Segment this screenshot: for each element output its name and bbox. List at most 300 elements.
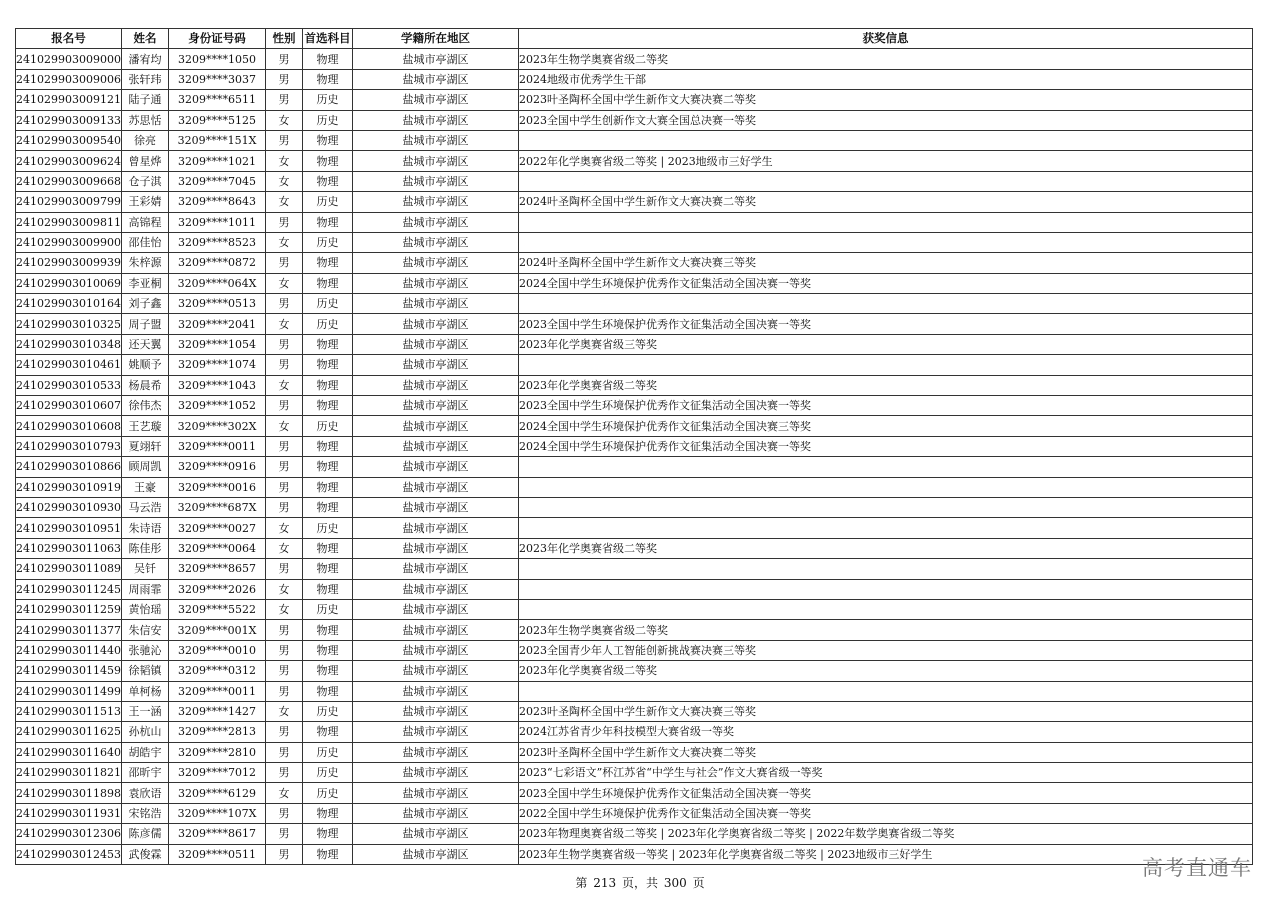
- registration-no-cell: 241029903009900: [16, 232, 122, 252]
- subject-cell: 历史: [303, 314, 353, 334]
- region-cell: 盐城市亭湖区: [353, 171, 519, 191]
- subject-cell: 物理: [303, 273, 353, 293]
- student-name-cell: 周雨霏: [122, 579, 169, 599]
- col-header-registration-no: 报名号: [16, 29, 122, 49]
- student-name-cell: 徐亮: [122, 130, 169, 150]
- region-cell: 盐城市亭湖区: [353, 701, 519, 721]
- registration-no-cell: 241029903011499: [16, 681, 122, 701]
- student-name-cell: 武俊霖: [122, 844, 169, 864]
- awards-cell: 2024叶圣陶杯全国中学生新作文大赛决赛三等奖: [519, 253, 1253, 273]
- region-cell: 盐城市亭湖区: [353, 803, 519, 823]
- id-number-cell: 3209****1050: [169, 49, 266, 69]
- table-row: [16, 559, 1253, 579]
- gender-cell: 女: [266, 314, 303, 334]
- awards-cell: [519, 599, 1253, 619]
- subject-cell: 物理: [303, 844, 353, 864]
- awards-cell: 2023全国中学生环境保护优秀作文征集活动全国决赛一等奖: [519, 396, 1253, 416]
- subject-cell: 物理: [303, 457, 353, 477]
- awards-cell: 2024江苏省青少年科技模型大赛省级一等奖: [519, 722, 1253, 742]
- region-cell: 盐城市亭湖区: [353, 538, 519, 558]
- region-cell: 盐城市亭湖区: [353, 722, 519, 742]
- table-row: [16, 212, 1253, 232]
- awards-cell: 2022年化学奥赛省级二等奖 | 2023地级市三好学生: [519, 151, 1253, 171]
- gender-cell: 女: [266, 599, 303, 619]
- id-number-cell: 3209****0513: [169, 294, 266, 314]
- id-number-cell: 3209****064X: [169, 273, 266, 293]
- student-name-cell: 张驰沁: [122, 640, 169, 660]
- table-row: [16, 844, 1253, 864]
- awards-cell: 2023叶圣陶杯全国中学生新作文大赛决赛三等奖: [519, 701, 1253, 721]
- registration-no-cell: 241029903011245: [16, 579, 122, 599]
- subject-cell: 历史: [303, 783, 353, 803]
- id-number-cell: 3209****8617: [169, 824, 266, 844]
- registration-no-cell: 241029903011259: [16, 599, 122, 619]
- table-row: [16, 681, 1253, 701]
- gender-cell: 男: [266, 803, 303, 823]
- student-name-cell: 王艺璇: [122, 416, 169, 436]
- col-header-gender: 性别: [266, 29, 303, 49]
- registration-no-cell: 241029903009799: [16, 192, 122, 212]
- awards-cell: 2023全国青少年人工智能创新挑战赛决赛三等奖: [519, 640, 1253, 660]
- registration-no-cell: 241029903009668: [16, 171, 122, 191]
- student-name-cell: 孙杭山: [122, 722, 169, 742]
- awards-cell: [519, 212, 1253, 232]
- col-header-id-number: 身份证号码: [169, 29, 266, 49]
- awards-cell: 2023全国中学生环境保护优秀作文征集活动全国决赛一等奖: [519, 314, 1253, 334]
- subject-cell: 历史: [303, 232, 353, 252]
- subject-cell: 历史: [303, 90, 353, 110]
- table-row: [16, 803, 1253, 823]
- id-number-cell: 3209****7045: [169, 171, 266, 191]
- student-name-cell: 杨晨希: [122, 375, 169, 395]
- gender-cell: 女: [266, 518, 303, 538]
- id-number-cell: 3209****0027: [169, 518, 266, 538]
- watermark: 高考直通车: [1142, 856, 1252, 880]
- gender-cell: 女: [266, 232, 303, 252]
- registration-no-cell: 241029903011377: [16, 620, 122, 640]
- gender-cell: 男: [266, 681, 303, 701]
- registration-no-cell: 241029903009006: [16, 69, 122, 89]
- id-number-cell: 3209****0916: [169, 457, 266, 477]
- gender-cell: 男: [266, 396, 303, 416]
- registration-no-cell: 241029903010069: [16, 273, 122, 293]
- table-row: [16, 497, 1253, 517]
- id-number-cell: 3209****0011: [169, 436, 266, 456]
- subject-cell: 历史: [303, 294, 353, 314]
- gender-cell: 男: [266, 436, 303, 456]
- student-name-cell: 李亚桐: [122, 273, 169, 293]
- student-name-cell: 邵佳怡: [122, 232, 169, 252]
- awards-cell: 2023年生物学奥赛省级一等奖 | 2023年化学奥赛省级二等奖 | 2023地级市三好学生: [519, 844, 1253, 864]
- id-number-cell: 3209****0010: [169, 640, 266, 660]
- id-number-cell: 3209****1052: [169, 396, 266, 416]
- region-cell: 盐城市亭湖区: [353, 273, 519, 293]
- registration-no-cell: 241029903010607: [16, 396, 122, 416]
- table-row: [16, 518, 1253, 538]
- subject-cell: 历史: [303, 599, 353, 619]
- table-row: [16, 416, 1253, 436]
- awards-cell: [519, 355, 1253, 375]
- registration-no-cell: 241029903010533: [16, 375, 122, 395]
- subject-cell: 物理: [303, 477, 353, 497]
- page-footer: [0, 874, 1280, 891]
- student-name-cell: 徐韬镇: [122, 661, 169, 681]
- region-cell: 盐城市亭湖区: [353, 253, 519, 273]
- gender-cell: 女: [266, 783, 303, 803]
- awards-cell: [519, 232, 1253, 252]
- table-row: [16, 375, 1253, 395]
- id-number-cell: 3209****8657: [169, 559, 266, 579]
- subject-cell: 历史: [303, 518, 353, 538]
- id-number-cell: 3209****2813: [169, 722, 266, 742]
- gender-cell: 男: [266, 457, 303, 477]
- awards-cell: 2023年生物学奥赛省级二等奖: [519, 49, 1253, 69]
- region-cell: 盐城市亭湖区: [353, 783, 519, 803]
- subject-cell: 物理: [303, 253, 353, 273]
- id-number-cell: 3209****8523: [169, 232, 266, 252]
- subject-cell: 物理: [303, 130, 353, 150]
- subject-cell: 物理: [303, 640, 353, 660]
- region-cell: 盐城市亭湖区: [353, 497, 519, 517]
- gender-cell: 女: [266, 273, 303, 293]
- region-cell: 盐城市亭湖区: [353, 151, 519, 171]
- student-name-cell: 朱诗语: [122, 518, 169, 538]
- gender-cell: 女: [266, 151, 303, 171]
- subject-cell: 物理: [303, 538, 353, 558]
- student-name-cell: 高锦程: [122, 212, 169, 232]
- table-row: [16, 722, 1253, 742]
- region-cell: 盐城市亭湖区: [353, 110, 519, 130]
- region-cell: 盐城市亭湖区: [353, 661, 519, 681]
- table-row: [16, 396, 1253, 416]
- region-cell: 盐城市亭湖区: [353, 375, 519, 395]
- awards-cell: 2023年化学奥赛省级二等奖: [519, 661, 1253, 681]
- region-cell: 盐城市亭湖区: [353, 844, 519, 864]
- subject-cell: 物理: [303, 803, 353, 823]
- table-row: [16, 49, 1253, 69]
- table-row: [16, 620, 1253, 640]
- region-cell: 盐城市亭湖区: [353, 334, 519, 354]
- student-name-cell: 袁欣语: [122, 783, 169, 803]
- table-row: [16, 599, 1253, 619]
- awards-cell: 2023年生物学奥赛省级二等奖: [519, 620, 1253, 640]
- table-row: [16, 640, 1253, 660]
- col-header-name: 姓名: [122, 29, 169, 49]
- student-name-cell: 朱梓源: [122, 253, 169, 273]
- subject-cell: 历史: [303, 701, 353, 721]
- table-row: [16, 232, 1253, 252]
- subject-cell: 历史: [303, 763, 353, 783]
- student-name-cell: 吴钎: [122, 559, 169, 579]
- registration-no-cell: 241029903012453: [16, 844, 122, 864]
- student-name-cell: 朱信安: [122, 620, 169, 640]
- subject-cell: 物理: [303, 69, 353, 89]
- id-number-cell: 3209****5125: [169, 110, 266, 130]
- id-number-cell: 3209****6511: [169, 90, 266, 110]
- region-cell: 盐城市亭湖区: [353, 212, 519, 232]
- registration-no-cell: 241029903009939: [16, 253, 122, 273]
- gender-cell: 男: [266, 559, 303, 579]
- id-number-cell: 3209****0312: [169, 661, 266, 681]
- subject-cell: 物理: [303, 661, 353, 681]
- table-row: [16, 661, 1253, 681]
- region-cell: 盐城市亭湖区: [353, 232, 519, 252]
- gender-cell: 男: [266, 69, 303, 89]
- id-number-cell: 3209****6129: [169, 783, 266, 803]
- total-page-number: 300: [663, 876, 687, 890]
- awards-cell: [519, 294, 1253, 314]
- col-header-region: 学籍所在地区: [353, 29, 519, 49]
- id-number-cell: 3209****2026: [169, 579, 266, 599]
- region-cell: 盐城市亭湖区: [353, 824, 519, 844]
- region-cell: 盐城市亭湖区: [353, 49, 519, 69]
- student-name-cell: 张轩玮: [122, 69, 169, 89]
- id-number-cell: 3209****1054: [169, 334, 266, 354]
- subject-cell: 物理: [303, 579, 353, 599]
- gender-cell: 女: [266, 579, 303, 599]
- subject-cell: 物理: [303, 375, 353, 395]
- region-cell: 盐城市亭湖区: [353, 599, 519, 619]
- registration-no-cell: 241029903010164: [16, 294, 122, 314]
- col-header-subject: 首选科目: [303, 29, 353, 49]
- registration-no-cell: 241029903012306: [16, 824, 122, 844]
- table-row: [16, 783, 1253, 803]
- awards-cell: 2024地级市优秀学生干部: [519, 69, 1253, 89]
- subject-cell: 物理: [303, 722, 353, 742]
- region-cell: 盐城市亭湖区: [353, 130, 519, 150]
- awards-cell: 2023全国中学生环境保护优秀作文征集活动全国决赛一等奖: [519, 783, 1253, 803]
- gender-cell: 女: [266, 110, 303, 130]
- table-row: [16, 294, 1253, 314]
- gender-cell: 女: [266, 375, 303, 395]
- region-cell: 盐城市亭湖区: [353, 436, 519, 456]
- registration-no-cell: 241029903009121: [16, 90, 122, 110]
- student-name-cell: 王彩婧: [122, 192, 169, 212]
- awards-cell: [519, 518, 1253, 538]
- subject-cell: 历史: [303, 192, 353, 212]
- table-row: [16, 192, 1253, 212]
- id-number-cell: 3209****1427: [169, 701, 266, 721]
- registration-no-cell: 241029903010919: [16, 477, 122, 497]
- registration-no-cell: 241029903011898: [16, 783, 122, 803]
- student-name-cell: 周子盟: [122, 314, 169, 334]
- subject-cell: 物理: [303, 355, 353, 375]
- table-row: [16, 457, 1253, 477]
- registration-no-cell: 241029903010866: [16, 457, 122, 477]
- region-cell: 盐城市亭湖区: [353, 355, 519, 375]
- awards-cell: 2022全国中学生环境保护优秀作文征集活动全国决赛一等奖: [519, 803, 1253, 823]
- region-cell: 盐城市亭湖区: [353, 477, 519, 497]
- subject-cell: 物理: [303, 171, 353, 191]
- registration-no-cell: 241029903009133: [16, 110, 122, 130]
- id-number-cell: 3209****0011: [169, 681, 266, 701]
- header-row: [16, 29, 1253, 49]
- id-number-cell: 3209****0872: [169, 253, 266, 273]
- region-cell: 盐城市亭湖区: [353, 294, 519, 314]
- subject-cell: 物理: [303, 436, 353, 456]
- gender-cell: 女: [266, 416, 303, 436]
- region-cell: 盐城市亭湖区: [353, 518, 519, 538]
- awards-cell: 2023叶圣陶杯全国中学生新作文大赛决赛二等奖: [519, 90, 1253, 110]
- id-number-cell: 3209****107X: [169, 803, 266, 823]
- region-cell: 盐城市亭湖区: [353, 90, 519, 110]
- region-cell: 盐城市亭湖区: [353, 579, 519, 599]
- region-cell: 盐城市亭湖区: [353, 314, 519, 334]
- registration-no-cell: 241029903011459: [16, 661, 122, 681]
- awards-cell: [519, 497, 1253, 517]
- table-row: [16, 824, 1253, 844]
- registration-no-cell: 241029903009540: [16, 130, 122, 150]
- subject-cell: 物理: [303, 681, 353, 701]
- student-name-cell: 还天翼: [122, 334, 169, 354]
- subject-cell: 历史: [303, 416, 353, 436]
- region-cell: 盐城市亭湖区: [353, 742, 519, 762]
- registration-no-cell: 241029903011640: [16, 742, 122, 762]
- gender-cell: 男: [266, 253, 303, 273]
- student-name-cell: 黄怡瑶: [122, 599, 169, 619]
- subject-cell: 历史: [303, 742, 353, 762]
- gender-cell: 男: [266, 334, 303, 354]
- awards-cell: 2024全国中学生环境保护优秀作文征集活动全国决赛一等奖: [519, 273, 1253, 293]
- awards-cell: 2023全国中学生创新作文大赛全国总决赛一等奖: [519, 110, 1253, 130]
- registration-no-cell: 241029903009624: [16, 151, 122, 171]
- region-cell: 盐城市亭湖区: [353, 69, 519, 89]
- student-name-cell: 陈彦儒: [122, 824, 169, 844]
- awards-cell: [519, 559, 1253, 579]
- id-number-cell: 3209****2041: [169, 314, 266, 334]
- id-number-cell: 3209****1043: [169, 375, 266, 395]
- id-number-cell: 3209****0064: [169, 538, 266, 558]
- registration-no-cell: 241029903011931: [16, 803, 122, 823]
- awards-cell: [519, 579, 1253, 599]
- id-number-cell: 3209****1021: [169, 151, 266, 171]
- gender-cell: 男: [266, 620, 303, 640]
- registration-no-cell: 241029903010325: [16, 314, 122, 334]
- id-number-cell: 3209****1074: [169, 355, 266, 375]
- gender-cell: 女: [266, 701, 303, 721]
- region-cell: 盐城市亭湖区: [353, 681, 519, 701]
- footer-suffix: 页: [692, 876, 705, 890]
- gender-cell: 男: [266, 130, 303, 150]
- gender-cell: 男: [266, 49, 303, 69]
- student-name-cell: 曾星烨: [122, 151, 169, 171]
- gender-cell: 男: [266, 722, 303, 742]
- table-row: [16, 436, 1253, 456]
- registration-no-cell: 241029903011063: [16, 538, 122, 558]
- footer-mid: 页，共: [621, 876, 658, 890]
- subject-cell: 物理: [303, 396, 353, 416]
- gender-cell: 男: [266, 763, 303, 783]
- subject-cell: 物理: [303, 334, 353, 354]
- registration-no-cell: 241029903010348: [16, 334, 122, 354]
- awards-cell: [519, 171, 1253, 191]
- gender-cell: 男: [266, 844, 303, 864]
- id-number-cell: 3209****7012: [169, 763, 266, 783]
- registration-no-cell: 241029903009811: [16, 212, 122, 232]
- student-name-cell: 夏翊轩: [122, 436, 169, 456]
- region-cell: 盐城市亭湖区: [353, 559, 519, 579]
- region-cell: 盐城市亭湖区: [353, 457, 519, 477]
- gender-cell: 男: [266, 294, 303, 314]
- id-number-cell: 3209****001X: [169, 620, 266, 640]
- table-row: [16, 273, 1253, 293]
- subject-cell: 物理: [303, 49, 353, 69]
- student-name-cell: 马云浩: [122, 497, 169, 517]
- subject-cell: 物理: [303, 497, 353, 517]
- region-cell: 盐城市亭湖区: [353, 620, 519, 640]
- gender-cell: 男: [266, 661, 303, 681]
- awards-cell: 2023年化学奥赛省级二等奖: [519, 375, 1253, 395]
- table-row: [16, 253, 1253, 273]
- table-row: [16, 742, 1253, 762]
- student-name-cell: 刘子鑫: [122, 294, 169, 314]
- student-name-cell: 胡皓宇: [122, 742, 169, 762]
- table-row: [16, 579, 1253, 599]
- awards-cell: [519, 477, 1253, 497]
- registration-no-cell: 241029903010951: [16, 518, 122, 538]
- student-name-cell: 苏思恬: [122, 110, 169, 130]
- awards-cell: 2024全国中学生环境保护优秀作文征集活动全国决赛一等奖: [519, 436, 1253, 456]
- gender-cell: 男: [266, 742, 303, 762]
- subject-cell: 物理: [303, 151, 353, 171]
- awards-cell: 2023“七彩语文”杯江苏省“中学生与社会”作文大赛省级一等奖: [519, 763, 1253, 783]
- student-name-cell: 顾周凯: [122, 457, 169, 477]
- gender-cell: 男: [266, 497, 303, 517]
- region-cell: 盐城市亭湖区: [353, 763, 519, 783]
- awards-cell: 2023年物理奥赛省级二等奖 | 2023年化学奥赛省级二等奖 | 2022年数学奥赛省级二等奖: [519, 824, 1253, 844]
- table-row: [16, 334, 1253, 354]
- gender-cell: 男: [266, 640, 303, 660]
- id-number-cell: 3209****1011: [169, 212, 266, 232]
- registration-no-cell: 241029903011513: [16, 701, 122, 721]
- registration-no-cell: 241029903011089: [16, 559, 122, 579]
- subject-cell: 历史: [303, 110, 353, 130]
- gender-cell: 女: [266, 538, 303, 558]
- table-row: [16, 151, 1253, 171]
- table-row: [16, 130, 1253, 150]
- registration-no-cell: 241029903011625: [16, 722, 122, 742]
- student-name-cell: 姚顺予: [122, 355, 169, 375]
- registration-no-cell: 241029903011821: [16, 763, 122, 783]
- table-row: [16, 477, 1253, 497]
- region-cell: 盐城市亭湖区: [353, 416, 519, 436]
- student-name-cell: 潘宥均: [122, 49, 169, 69]
- id-number-cell: 3209****0511: [169, 844, 266, 864]
- student-name-cell: 仓子淇: [122, 171, 169, 191]
- table-row: [16, 701, 1253, 721]
- gender-cell: 男: [266, 477, 303, 497]
- registration-no-cell: 241029903010461: [16, 355, 122, 375]
- gender-cell: 男: [266, 824, 303, 844]
- id-number-cell: 3209****302X: [169, 416, 266, 436]
- table-row: [16, 355, 1253, 375]
- region-cell: 盐城市亭湖区: [353, 396, 519, 416]
- student-name-cell: 宋铭浩: [122, 803, 169, 823]
- table-row: [16, 171, 1253, 191]
- awards-cell: [519, 130, 1253, 150]
- student-name-cell: 单柯杨: [122, 681, 169, 701]
- footer-prefix: 第: [575, 876, 588, 890]
- table-row: [16, 110, 1253, 130]
- table-row: [16, 90, 1253, 110]
- awards-cell: [519, 681, 1253, 701]
- gender-cell: 男: [266, 90, 303, 110]
- student-name-cell: 王一涵: [122, 701, 169, 721]
- id-number-cell: 3209****687X: [169, 497, 266, 517]
- student-name-cell: 陈佳彤: [122, 538, 169, 558]
- id-number-cell: 3209****151X: [169, 130, 266, 150]
- id-number-cell: 3209****0016: [169, 477, 266, 497]
